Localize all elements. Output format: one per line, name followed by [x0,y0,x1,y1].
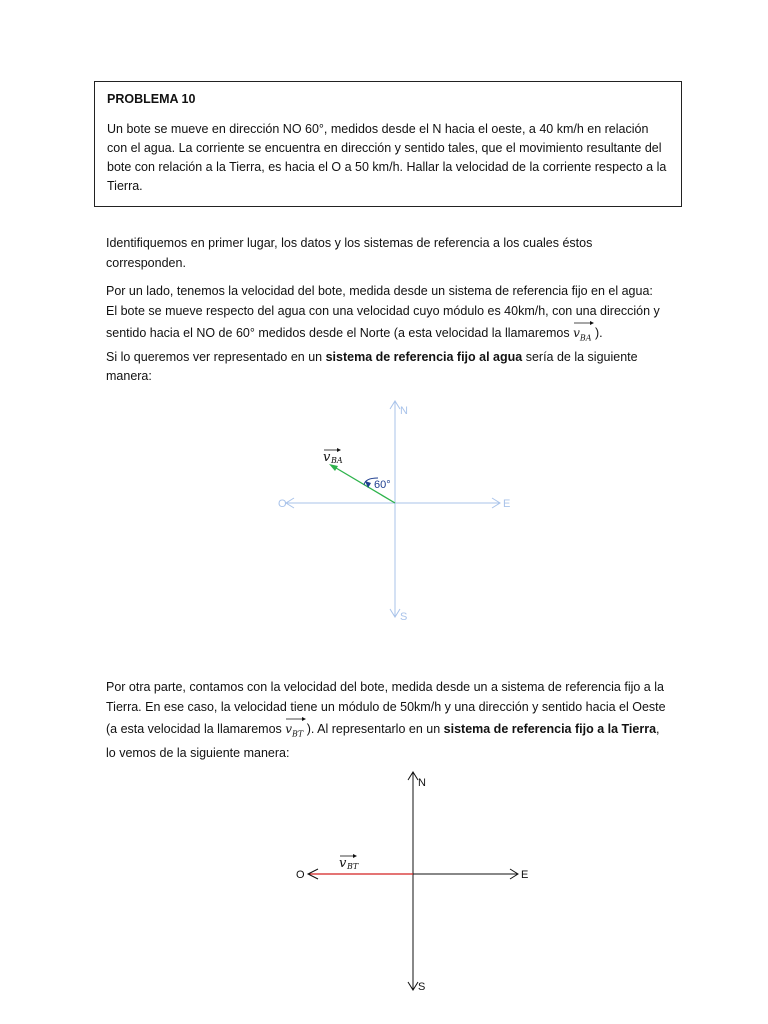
vector-v-ba-inline: $v_{BA}$ [573,321,591,348]
paragraph-text: Por un lado, tenemos la velocidad del bote, medida desde un sistema de referencia fijo en el agua: El bote se mueve respecto del agua con una velocidad cuyo módulo es 40km/h, con una dirección y sentido hacia el NO de 60° medidos desde el Norte (a esta velocidad la llamaremos [106,284,660,340]
svg-text:BT: BT [347,862,359,871]
vector-v-bt-inline: $v_{BT}$ [285,717,303,744]
vector-v-ba-label [323,448,343,465]
angle-arc-arrowhead [365,481,371,488]
north-label: N [418,777,426,789]
water-axes [286,401,500,617]
svg-text:v: v [323,450,331,465]
west-label: O [296,869,305,881]
east-label: E [503,498,511,510]
paragraph-water-frame: Por un lado, tenemos la velocidad del bote, medida desde un sistema de referencia fijo en el agua: El bote se mueve respecto del agua con una velocidad cuyo módulo es 40km/h, con una dirección y sentido hacia el NO de 60° medidos desde el Norte (a esta velocidad la llamaremos $v_{BA}$ ). Si lo queremos ver representado en un sistema de referencia fijo al agua sería de la siguiente manera: [106,284,660,384]
diagram-earth-frame [290,768,540,998]
intro-paragraph: Identifiquemos en primer lugar, los datos y los sistemas de referencia a los cuales éstos corresponden. [106,236,593,270]
earth-axes [308,772,518,990]
problem-box [94,81,682,207]
bold-water-frame: sistema de referencia fijo al agua [325,349,523,364]
south-label: S [400,611,408,623]
north-label: N [400,405,408,417]
svg-text:BA: BA [331,456,343,465]
problem-statement: Un bote se mueve en dirección NO 60°, medidos desde el N hacia el oeste, a 40 km/h en relación con el agua. La corriente se encuentra en dirección y sentido tales, que el movimiento resultante del bote con relación a la Tierra, es hacia el O a 50 km/h. Hallar la velocidad de la corriente respecto a la Tierra. [107,122,667,193]
bold-earth-frame: sistema de referencia fijo a la Tierra [443,722,657,736]
vector-v-bt-label [339,854,359,871]
south-label: S [418,981,426,993]
angle-label: 60° [374,479,391,491]
east-label: E [521,869,529,881]
problem-title: PROBLEMA 10 [107,92,196,106]
paragraph-earth-frame: Por otra parte, contamos con la velocidad del bote, medida desde un a sistema de referencia fijo a la Tierra. En ese caso, la velocidad tiene un módulo de 50km/h y una dirección y sentido hacia el Oeste (a esta velocidad la llamaremos $v_{BT}$ ). Al representarlo en un sistema de referencia fijo a la Tierra, lo vemos de la siguiente manera: [106,680,666,760]
vector-v-ba-arrowhead [329,464,338,471]
svg-text:v: v [339,856,347,871]
diagram-water-frame [270,395,530,627]
west-label: O [278,498,287,510]
